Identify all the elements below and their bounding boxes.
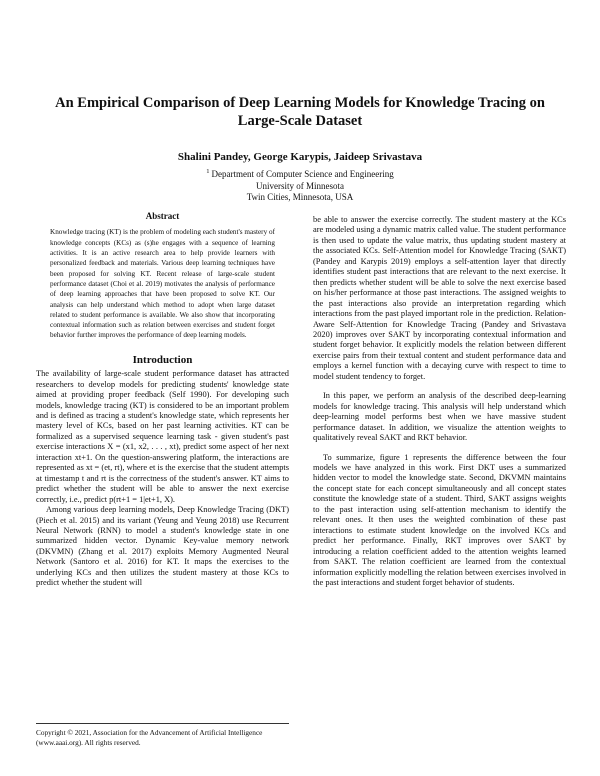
affiliation-line-3: Twin Cities, Minnesota, USA [246, 192, 354, 202]
affiliation-line-2: University of Minnesota [256, 180, 344, 191]
affiliation-block [40, 166, 560, 204]
abstract-text: Knowledge tracing (KT) is the problem of modeling each student's mastery of knowledge concepts (KCs) as (s)he engages with a sequence of learning activities. It is an active research area to help provide learners with personalized feedback and materials. Various deep learning techniques have been proposed for solving KT. Recent release of large-scale student performance dataset (Choi et al. 2019) motivates the analysis of performance of deep learning approaches that have been proposed to solve KT. Our analysis can help understand which method to adopt when large dataset related to student performance is available. We also show that incorporating contextual information such as relation between exercises and student forget behavior further improves the performance of deep learning models. [50, 228, 275, 340]
abstract-heading: Abstract [145, 211, 180, 221]
intro-paragraph-2: Among various deep learning models, Deep Knowledge Tracing (DKT) (Piech et al. 2015) and its variant (Yeung and Yeung 2018) use Recurrent Neural Network (RNN) to model a student's knowledge state in one summarized hidden vector. Dynamic Key-value memory network (DKVMN) (Zhang et al. 2017) exploits Memory Augmented Neural Network (Santoro et al. 2016) for KT. It maps the exercises to the underlying KCs and then utilizes the student mastery at those KCs to predict whether the student will [36, 505, 289, 588]
author-list: Shalini Pandey, George Karypis, Jaideep Srivastava [177, 151, 423, 163]
affiliation-line-1: $^1$ Department of Computer Science and Engineering [206, 168, 394, 179]
right-paragraph-2: In this paper, we perform an analysis of the described deep-learning models for knowledge tracing. This analysis will help understand which deep-learning model performs best when we have massive student performance dataset. In addition, we visualize the attention weights to qualitatively reveal SAKT and RKT behavior. [313, 391, 566, 443]
affiliation-mark: 1 [206, 168, 210, 175]
right-column [313, 215, 566, 588]
right-paragraph-1: be able to answer the exercise correctly. The student mastery at the KCs are modeled using a dynamic matrix called value. The student performance is then used to update the value matrix, thus updating student mastery at the associated KCs. Self-Attention model for Knowledge Tracing (SAKT) (Pandey and Karypis 2019) employs a self-attention layer that directly identifies student past interactions that are relevant to the next exercise. It then predicts whether student will be able to solve the next exercise based on his/her performance at those past interactions. The assigned weights to the past interactions also provide an interpretation regarding which interactions from the past played important role in the prediction. Relation-Aware Self-Attention for Knowledge Tracing (Pandey and Srivastava 2020) improves over SAKT by incorporating contextual information and student forget behavior. It explicitly models the relation between different exercise pairs from their textual content and student performance data and employs a kernel function with a decaying curve with respect to time to model student tendency to forget. [313, 215, 566, 381]
left-column [36, 211, 289, 589]
right-paragraph-3: To summarize, figure 1 represents the difference between the four models we have analyzed in this work. First DKT uses a summarized hidden vector to model the knowledge state. Second, DKVMN maintains the concept state for each concept simultaneously and all concept states constitute the knowledge state of a student. Third, SAKT assigns weights to the past interaction using self-attention mechanism to identify the relevant ones. It then uses the weighted combination of these past interactions to estimate student knowledge on the involved KCs and predict her performance. Finally, RKT improves over SAKT by introducing a relation coefficient added to the attention weights learned from SAKT. The relation coefficient are learned from the contextual information explicitly modelling the relation between exercises involved in the past interactions and student forget behavior of students. [313, 452, 566, 587]
introduction-heading: Introduction [132, 353, 193, 366]
copyright-footnote: Copyright © 2021, Association for the Advancement of Artificial Intelligence (www.aaai.org). All rights reserved. [36, 728, 263, 747]
footnote-rule [36, 723, 289, 724]
intro-paragraph-1: The availability of large-scale student performance dataset has attracted researchers to develop models for predicting students' knowledge state aimed at providing proper feedback (Self 1990). For developing such models, knowledge tracing (KT) is considered to be an important problem and is defined as tracing a student's knowledge state, which represents her mastery level of KCs, based on her past learning activities. KT can be formalized as a supervised sequence learning task - given student's past exercise interactions X = (x1, x2, . . . , xt), predict some aspect of her next interaction xt+1. On the question-answering platform, the interactions are represented as xt = (et, rt), where et is the exercise that the student attempts at timestamp t and rt is the correctness of the student's answer. KT aims to predict whether the student will be able to answer the next exercise correctly, i.e., predict p(rt+1 = 1|et+1, X). [36, 369, 289, 504]
paper-title: An Empirical Comparison of Deep Learning Models for Knowledge Tracing on Large-Scale Dataset [55, 95, 545, 129]
